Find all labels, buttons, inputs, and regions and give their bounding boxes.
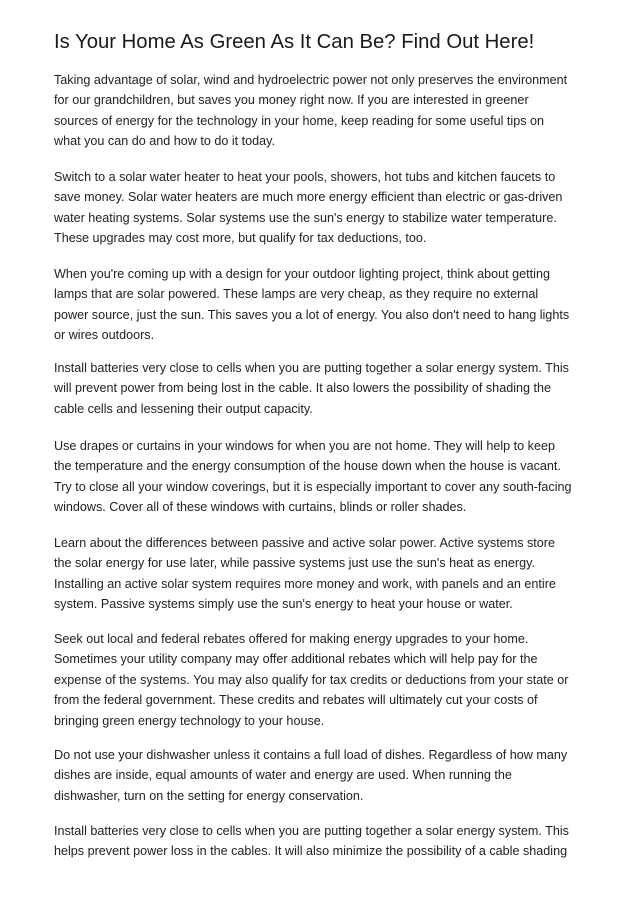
text-line: helps prevent power loss in the cables. It will also minimize the possibility of a cable shading [54, 844, 568, 859]
text-line: power source, just the sun. This saves you a lot of energy. You also don't need to hang lights [54, 307, 570, 322]
text-line: water heating systems. Solar systems use the sun's energy to stabilize water temperature. [54, 210, 557, 225]
text-line: Do not use your dishwasher unless it contains a full load of dishes. Regardless of how many [54, 748, 568, 762]
text-line: the temperature and the energy consumption of the house down when the house is vacant. [54, 459, 561, 474]
text-line: Taking advantage of solar, wind and hydroelectric power not only preserves the environment [54, 73, 568, 87]
paragraph-4 [54, 358, 569, 419]
page-title: Is Your Home As Green As It Can Be? Find Out Here! [54, 31, 535, 53]
text-line: Switch to a solar water heater to heat your pools, showers, hot tubs and kitchen faucets to [54, 170, 556, 184]
text-line: cable cells and lessening their output capacity. [54, 401, 313, 416]
paragraph-8 [54, 745, 567, 806]
text-line: Seek out local and federal rebates offered for making energy upgrades to your home. [54, 632, 529, 646]
text-line: lamps that are solar powered. These lamps are very cheap, as they require no external [54, 287, 539, 302]
paragraph-7 [54, 629, 569, 731]
paragraph-1 [54, 70, 567, 152]
text-line: expense of the systems. You may also qualify for tax credits or deductions from your state or [54, 672, 569, 687]
paragraph-5 [54, 436, 572, 518]
text-line: Installing an active solar system requires more money and work, with panels and an entire [54, 576, 556, 591]
text-line: Learn about the differences between passive and active solar power. Active systems store [54, 536, 556, 550]
paragraph-6 [54, 533, 556, 615]
text-line: When you're coming up with a design for your outdoor lighting project, think about getting [54, 267, 550, 281]
text-line: Try to close all your window coverings, but it is especially important to cover any south-facing [54, 479, 572, 494]
text-line: Install batteries very close to cells when you are putting together a solar energy system. This [54, 824, 569, 838]
text-line: dishes are inside, equal amounts of water and energy are used. When running the [54, 768, 512, 783]
text-line: sources of energy for the technology in your home, keep reading for some useful tips on [54, 113, 545, 128]
text-line: dishwasher, turn on the setting for energy conservation. [54, 788, 364, 803]
text-line: what you can do and how to do it today. [54, 134, 276, 149]
paragraph-9 [54, 821, 569, 862]
text-line: the solar energy for use later, while passive systems just use the sun's heat as energy. [54, 556, 535, 571]
text-line: from the federal government. These credits and rebates will ultimately cut your costs of [54, 693, 538, 708]
text-line: will prevent power from being lost in the cable. It also lowers the possibility of shading the [54, 381, 552, 396]
text-line: for our grandchildren, but saves you money right now. If you are interested in greener [54, 93, 529, 108]
text-line: bringing green energy technology to your house. [54, 713, 325, 728]
text-line: Sometimes your utility company may offer additional rebates which will help pay for the [54, 652, 538, 667]
paragraph-3 [54, 264, 569, 346]
text-line: Use drapes or curtains in your windows for when you are not home. They will help to keep [54, 439, 555, 453]
text-line: save money. Solar water heaters are much more energy efficient than electric or gas-driven [54, 190, 563, 205]
text-line: These upgrades may cost more, but qualify for tax deductions, too. [54, 231, 427, 246]
text-line: system. Passive systems simply use the sun's energy to heat your house or water. [54, 597, 513, 612]
text-line: windows. Cover all of these windows with curtains, blinds or roller shades. [54, 500, 467, 515]
text-line: Install batteries very close to cells when you are putting together a solar energy system. This [54, 361, 569, 375]
paragraph-2 [54, 167, 562, 249]
text-line: or wires outdoors. [54, 328, 155, 343]
